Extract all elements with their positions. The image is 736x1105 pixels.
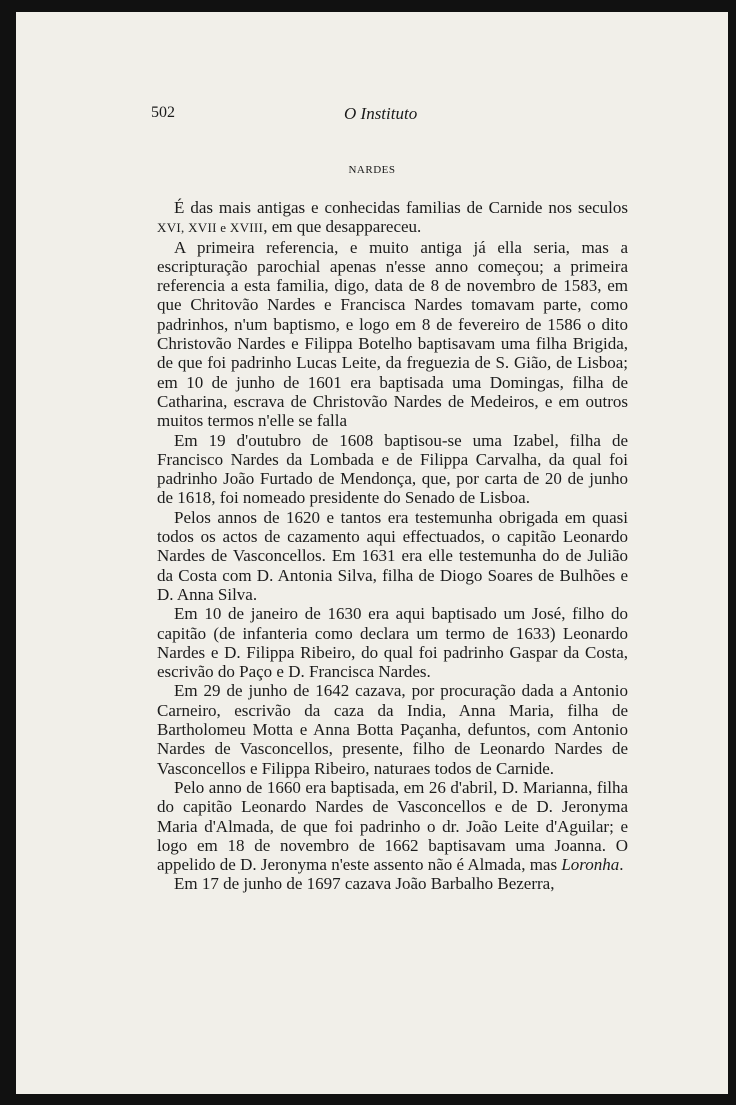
body-text	[157, 198, 628, 894]
page-number: 502	[151, 104, 175, 121]
paragraph-3: Em 19 d'outubro de 1608 baptisou-se uma Izabel, filha de Francisco Nardes da Lombada e de Filippa Carvalha, da qual foi padrinho João Furtado de Mendonça, que, por carta de 20 de junho de 1618, foi nomeado presidente do Senado de Lisboa.	[157, 430, 628, 508]
page-header	[16, 104, 728, 126]
section-title: NARDES	[348, 164, 396, 176]
paragraph-8: Em 17 de junho de 1697 cazava João Barbalho Bezerra,	[174, 874, 555, 894]
paragraph-1: É das mais antigas e conhecidas familias de Carnide nos seculos XVI, XVII e XVIII, em que desappareceu.	[157, 198, 628, 237]
paragraph-2: A primeira referencia, e muito antiga já ella seria, mas a escripturação parochial apenas n'esse anno começou; a primeira referencia a esta familia, digo, data de 8 de novembro de 1583, em que Chritovão Nardes e Francisca Nardes tomavam parte, como padrinhos, n'um baptismo, e logo em 8 de fevereiro de 1586 o dito Christovão Nardes e Filippa Botelho baptisavam uma filha Brigida, de que foi padrinho Lucas Leite, da freguezia de S. Gião, de Lisboa; em 10 de junho de 1601 era baptisada uma Domingas, filha de Catharina, escrava de Christovão Nardes de Medeiros, e em outros muitos termos n'elle se falla	[157, 237, 628, 431]
paragraph-7: Pelo anno de 1660 era baptisada, em 26 d'abril, D. Marianna, filha do capitão Leonardo Nardes de Vasconcellos e de D. Jeronyma Maria d'Almada, de que foi padrinho o dr. João Leite d'Aguilar; e logo em 18 de novembro de 1662 baptisavam uma Joanna. O appelido de D. Jeronyma n'este assento não é Almada, mas Loronha.	[157, 777, 628, 875]
centuries-smallcaps: XVI, XVII e XVIII	[157, 220, 264, 236]
paragraph-5: Em 10 de janeiro de 1630 era aqui baptisado um José, filho do capitão (de infanteria como declara um termo de 1633) Leonardo Nardes e D. Filippa Ribeiro, do qual foi padrinho Gaspar da Costa, escrivão do Paço e D. Francisca Nardes.	[157, 604, 628, 682]
paragraph-4: Pelos annos de 1620 e tantos era testemunha obrigada em quasi todos os actos de cazamento aqui effectuados, o capitão Leonardo Nardes de Vasconcellos. Em 1631 era elle testemunha do de Julião da Costa com D. Antonia Silva, filha de Diogo Soares de Bulhões e D. Anna Silva.	[157, 507, 628, 604]
paragraph-6: Em 29 de junho de 1642 cazava, por procuração dada a Antonio Carneiro, escrivão da caza da India, Anna Maria, filha de Bartholomeu Motta e Anna Botta Paçanha, defuntos, com Antonio Nardes de Vasconcellos, presente, filho de Leonardo Nardes de Vasconcellos e Filippa Ribeiro, naturaes todos de Carnide.	[157, 681, 628, 778]
running-title: O Instituto	[344, 104, 418, 123]
italic-surname: Loronha	[561, 855, 620, 875]
book-page	[16, 12, 728, 1094]
